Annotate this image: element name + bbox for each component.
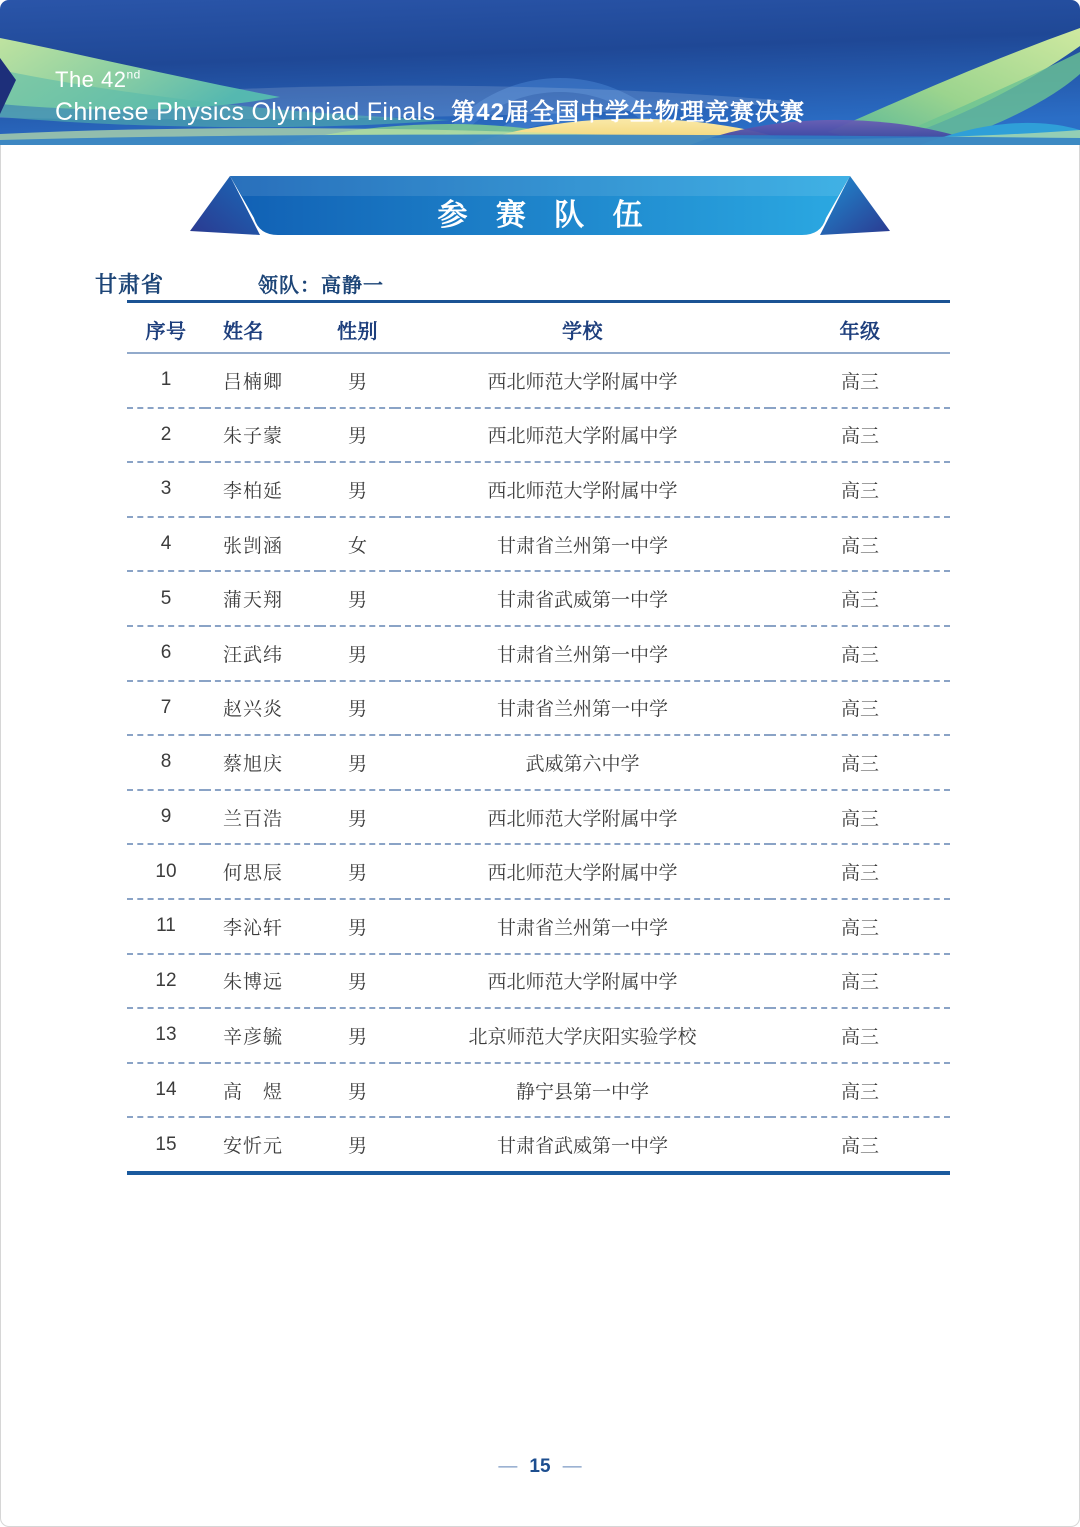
cell-name: 高 煜 [205,1063,320,1118]
cell-grade: 高三 [770,1117,950,1173]
cell-no: 2 [127,408,205,463]
cell-grade: 高三 [770,462,950,517]
cell-school: 西北师范大学附属中学 [395,790,770,845]
cell-school: 西北师范大学附属中学 [395,353,770,408]
header-row [127,306,950,353]
cell-gender: 男 [320,790,395,845]
cell-school: 静宁县第一中学 [395,1063,770,1118]
cell-grade: 高三 [770,735,950,790]
cell-gender: 男 [320,735,395,790]
cell-no: 8 [127,735,205,790]
cell-gender: 男 [320,899,395,954]
cell-no: 11 [127,899,205,954]
cell-no: 12 [127,954,205,1009]
cell-name: 辛彦毓 [205,1008,320,1063]
cell-no: 10 [127,844,205,899]
table-row [127,844,950,899]
cell-name: 朱博远 [205,954,320,1009]
cell-grade: 高三 [770,353,950,408]
cell-no: 13 [127,1008,205,1063]
cell-grade: 高三 [770,1063,950,1118]
col-header-no: 序号 [127,306,205,353]
cell-name: 何思辰 [205,844,320,899]
table-row [127,571,950,626]
footer-dash-right: — [562,1456,582,1477]
cell-grade: 高三 [770,844,950,899]
cell-gender: 男 [320,681,395,736]
header-banner [0,0,1080,145]
cell-no: 5 [127,571,205,626]
cell-school: 甘肃省兰州第一中学 [395,517,770,572]
cell-school: 西北师范大学附属中学 [395,844,770,899]
cell-gender: 男 [320,954,395,1009]
cell-name: 蔡旭庆 [205,735,320,790]
cell-gender: 男 [320,408,395,463]
section-ribbon [190,176,890,236]
cell-no: 14 [127,1063,205,1118]
event-title [55,66,805,128]
cell-school: 甘肃省武威第一中学 [395,571,770,626]
province-row [95,268,985,299]
cell-school: 北京师范大学庆阳实验学校 [395,1008,770,1063]
cell-name: 吕楠卿 [205,353,320,408]
province-name: 甘肃省 [95,272,165,297]
team-table-header [127,306,950,353]
cell-school: 甘肃省兰州第一中学 [395,899,770,954]
cell-no: 4 [127,517,205,572]
table-row [127,899,950,954]
table-row [127,517,950,572]
page-footer [0,1456,1080,1478]
table-row [127,1008,950,1063]
table-row [127,1117,950,1173]
table-row [127,626,950,681]
cell-gender: 男 [320,1008,395,1063]
table-row [127,353,950,408]
cell-name: 蒲天翔 [205,571,320,626]
cell-grade: 高三 [770,681,950,736]
cell-grade: 高三 [770,571,950,626]
cell-no: 15 [127,1117,205,1173]
cell-no: 6 [127,626,205,681]
section-title: 参 赛 队 伍 [437,199,653,232]
event-title-line1: The 42nd [55,67,141,92]
cell-school: 甘肃省兰州第一中学 [395,626,770,681]
cell-gender: 男 [320,844,395,899]
cell-no: 3 [127,462,205,517]
team-table-body [127,353,950,1173]
table-row [127,408,950,463]
ordinal-suffix: nd [126,67,141,82]
cell-gender: 男 [320,462,395,517]
cell-name: 兰百浩 [205,790,320,845]
col-header-gender: 性别 [320,306,395,353]
col-header-name: 姓名 [205,306,320,353]
event-title-line2 [55,97,805,128]
cell-no: 1 [127,353,205,408]
cell-gender: 女 [320,517,395,572]
cell-no: 7 [127,681,205,736]
page-number: 15 [529,1456,551,1477]
cell-grade: 高三 [770,626,950,681]
table-row [127,954,950,1009]
footer-dash-left: — [498,1456,518,1477]
cell-grade: 高三 [770,408,950,463]
cell-name: 安忻元 [205,1117,320,1173]
cell-name: 赵兴炎 [205,681,320,736]
cell-gender: 男 [320,353,395,408]
cell-gender: 男 [320,571,395,626]
col-header-school: 学校 [395,306,770,353]
cell-grade: 高三 [770,517,950,572]
cell-name: 李柏延 [205,462,320,517]
table-row [127,681,950,736]
table-row [127,462,950,517]
cell-gender: 男 [320,1063,395,1118]
province-divider [127,300,950,303]
cell-school: 武威第六中学 [395,735,770,790]
cell-grade: 高三 [770,1008,950,1063]
cell-school: 西北师范大学附属中学 [395,408,770,463]
cell-name: 朱子蒙 [205,408,320,463]
cell-name: 汪武纬 [205,626,320,681]
cell-school: 西北师范大学附属中学 [395,954,770,1009]
cell-school: 甘肃省兰州第一中学 [395,681,770,736]
table-row [127,1063,950,1118]
cell-school: 西北师范大学附属中学 [395,462,770,517]
event-title-en: Chinese Physics Olympiad Finals [55,97,436,126]
col-header-grade: 年级 [770,306,950,353]
event-title-cn: 第42届全国中学生物理竞赛决赛 [451,98,805,126]
cell-grade: 高三 [770,899,950,954]
team-leader: 领队：高静一 [258,275,384,297]
table-row [127,735,950,790]
cell-school: 甘肃省武威第一中学 [395,1117,770,1173]
cell-gender: 男 [320,626,395,681]
cell-gender: 男 [320,1117,395,1173]
cell-grade: 高三 [770,954,950,1009]
cell-name: 张剀涵 [205,517,320,572]
cell-no: 9 [127,790,205,845]
cell-grade: 高三 [770,790,950,845]
table-row [127,790,950,845]
team-table [127,306,950,1175]
cell-name: 李沁轩 [205,899,320,954]
